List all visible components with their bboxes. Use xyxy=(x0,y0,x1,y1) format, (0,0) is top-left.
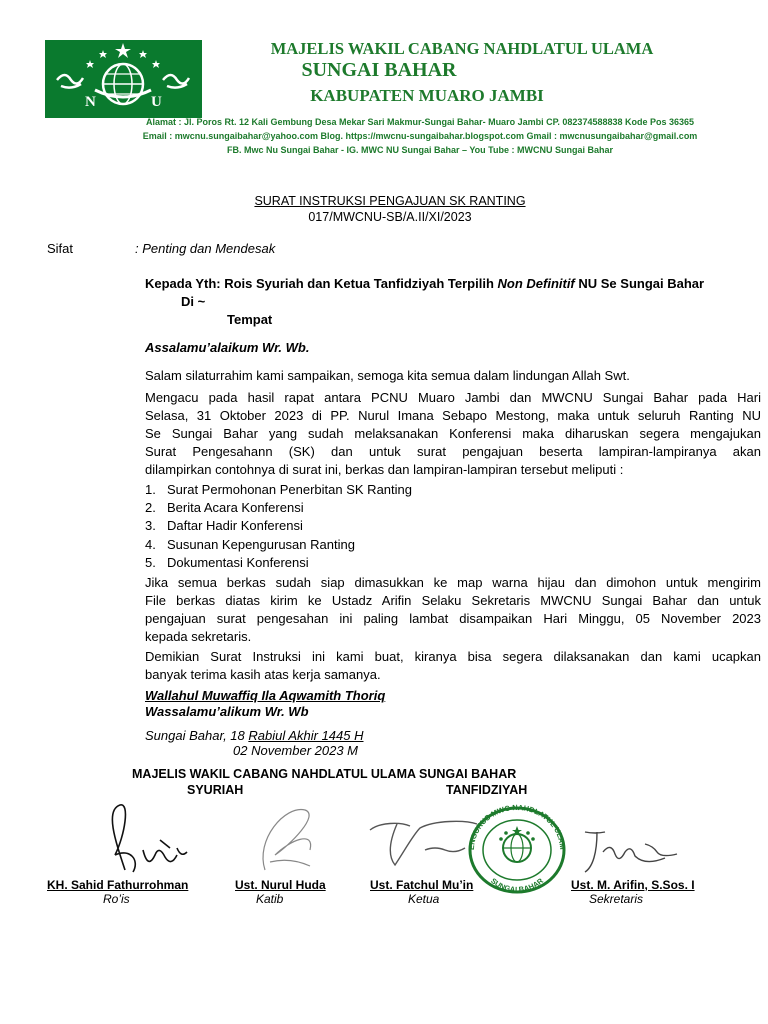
signer-name-sekretaris: Ust. M. Arifin, S.Sos. I xyxy=(571,878,695,892)
list-item: Susunan Kepengurusan Ranting xyxy=(167,537,355,552)
closing-doa: Wallahul Muwaffiq Ila Aqwamith Thoriq xyxy=(145,688,386,703)
group-tanfidziyah: TANFIDZIYAH xyxy=(446,783,528,797)
address-line: Alamat : Jl. Poros Rt. 12 Kali Gembung Desa Mekar Sari Makmur-Sungai Bahar- Muaro Jambi CP. 082374588838 Kode Pos 36365 xyxy=(145,117,695,127)
stamp-text-top: PENGURUS MWC NAHDLATUL ULAMA xyxy=(459,799,568,851)
sifat-value: : Penting dan Mendesak xyxy=(135,241,276,256)
logo-letter-u: U xyxy=(151,94,162,110)
signature-org: MAJELIS WAKIL CABANG NAHDLATUL ULAMA SUNGAI BAHAR xyxy=(132,767,517,781)
para2-line: Jika semua berkas sudah siap dimasukkan ke map warna hijau dan dimohon untuk mengirim xyxy=(145,575,761,590)
para3-line: banyak terima kasih atas kerja samanya. xyxy=(145,667,381,682)
sifat-label: Sifat xyxy=(47,241,74,256)
para2-line: kepada sekretaris. xyxy=(145,629,252,644)
list-item-number: 4. xyxy=(145,537,156,552)
gregorian-date: 02 November 2023 M xyxy=(233,743,359,758)
org-name-line1: MAJELIS WAKIL CABANG NAHDLATUL ULAMA xyxy=(270,39,654,58)
place-prefix: Sungai Bahar, 18 xyxy=(145,728,249,743)
addressee-italic: Non Definitif xyxy=(497,276,575,291)
signature-sekretaris xyxy=(575,822,695,877)
signer-role-rois: Ro’is xyxy=(103,892,130,906)
list-item-number: 5. xyxy=(145,555,156,570)
addressee-tempat: Tempat xyxy=(227,312,273,327)
list-item-number: 1. xyxy=(145,482,156,497)
closing-salam: Wassalamu’alikum Wr. Wb xyxy=(145,704,309,719)
list-item: Surat Permohonan Penerbitan SK Ranting xyxy=(167,482,412,497)
list-item: Daftar Hadir Konferensi xyxy=(167,518,303,533)
official-stamp xyxy=(459,799,572,895)
letter-title: SURAT INSTRUKSI PENGAJUAN SK RANTING xyxy=(254,194,526,208)
opening-line: Salam silaturrahim kami sampaikan, semoga kita semua dalam lindungan Allah Swt. xyxy=(145,368,630,383)
para2-line: pengajuan surat pengesahan ini paling lambat disampaikan Hari Minggu, 05 November 2023 xyxy=(145,611,761,626)
addressee-suffix: NU Se Sungai Bahar xyxy=(574,276,705,291)
signature-katib xyxy=(250,800,340,875)
org-name-line3: KABUPATEN MUARO JAMBI xyxy=(310,86,544,105)
letter-number: 017/MWCNU-SB/A.II/XI/2023 xyxy=(308,210,472,224)
svg-text:PENGURUS MWC NAHDLATUL ULAMA xyxy=(459,799,567,850)
salam: Assalamu’alaikum Wr. Wb. xyxy=(145,340,310,355)
group-syuriah: SYURIAH xyxy=(187,783,244,797)
addressee-prefix: Kepada Yth: Rois Syuriah dan Ketua Tanfidziyah Terpilih xyxy=(145,276,498,291)
signature-rois xyxy=(85,800,195,880)
signer-name-rois: KH. Sahid Fathurrohman xyxy=(47,878,189,892)
signer-role-ketua: Ketua xyxy=(408,892,440,906)
list-item-number: 3. xyxy=(145,518,156,533)
para3-line: Demikian Surat Instruksi ini kami buat, kiranya bisa segera dilaksanakan dan kami ucapkan xyxy=(145,649,761,664)
para2-line: File berkas diatas kirim ke Ustadz Arifin Selaku Sekretaris MWCNU Sungai Bahar dan untuk xyxy=(145,593,761,608)
para1-line: Mengacu pada hasil rapat antara PCNU Muaro Jambi dan MWCNU Sungai Bahar pada Hari xyxy=(145,390,761,405)
signer-role-katib: Katib xyxy=(256,892,284,906)
hijri-date: Rabiul Akhir 1445 H xyxy=(248,728,364,743)
addressee-di: Di ~ xyxy=(181,294,206,309)
list-item: Dokumentasi Konferensi xyxy=(167,555,309,570)
social-line: FB. Mwc Nu Sungai Bahar - IG. MWC NU Sungai Bahar – You Tube : MWCNU Sungai Bahar xyxy=(226,145,614,155)
para1-line: Surat Pengesahann (SK) dan untuk surat pengajuan beserta lampiran-lampiranya akan xyxy=(145,444,761,459)
signer-name-ketua: Ust. Fatchul Mu’in xyxy=(370,878,474,892)
org-name-line2: SUNGAI BAHAR xyxy=(301,59,457,81)
para1-line: Se Sungai Bahar yang sudah melaksanakan Konferensi maka diharuskan segera mengajukan xyxy=(145,426,761,441)
para1-line: dilampirkan contohnya di surat ini, berkas dan lampiran-lampiran tersebut meliputi : xyxy=(145,462,624,477)
para1-line: Selasa, 31 Oktober 2023 di PP. Nurul Imana Sebapo Mestong, maka untuk seluruh Ranting NU xyxy=(145,408,761,423)
list-item-number: 2. xyxy=(145,500,156,515)
svg-text:SUNGAI BAHAR xyxy=(489,876,545,894)
list-item: Berita Acara Konferensi xyxy=(167,500,304,515)
email-line: Email : mwcnu.sungaibahar@yahoo.com Blog. https://mwcnu-sungaibahar.blogspot.com Gmail : mwcnusungaibahar@gmail.com xyxy=(142,131,698,141)
signer-name-katib: Ust. Nurul Huda xyxy=(235,878,326,892)
addressee xyxy=(145,275,704,293)
signer-role-sekretaris: Sekretaris xyxy=(589,892,644,906)
stamp-text-bottom: SUNGAI BAHAR xyxy=(489,876,545,895)
logo-letter-n: N xyxy=(85,94,96,110)
